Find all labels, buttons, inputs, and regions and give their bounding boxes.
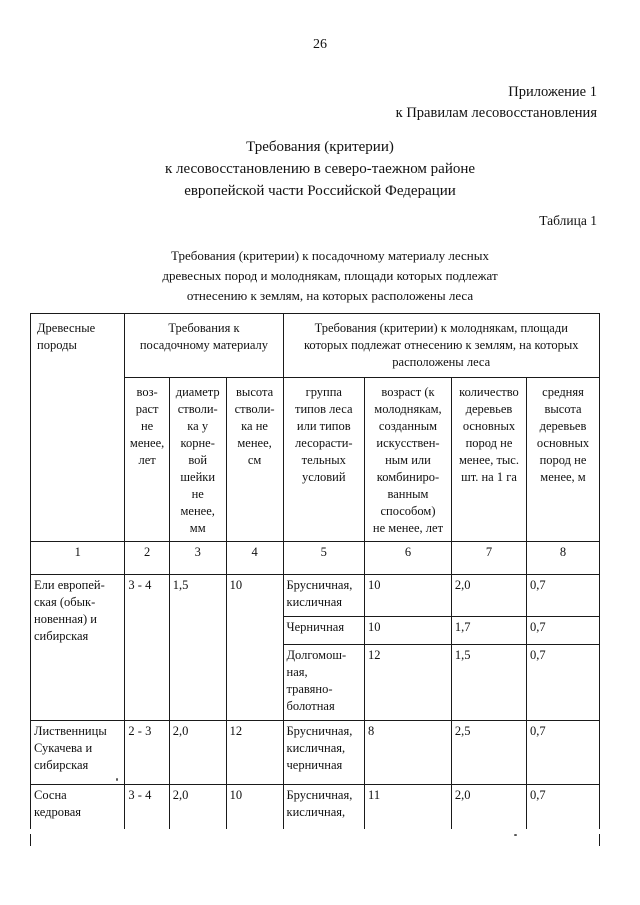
average-height-cell: 0,7 (527, 617, 600, 645)
scan-speck (116, 778, 118, 781)
average-height-cell: 0,7 (527, 575, 600, 617)
tree-count-cell: 2,0 (451, 785, 526, 829)
appendix-subtitle: к Правилам лесовосстановления (395, 105, 597, 121)
height-cell: 10 (226, 575, 283, 721)
header-planting-material: Требования к посадочному материалу (125, 314, 283, 378)
page-number: 26 (313, 37, 327, 52)
column-number: 7 (451, 542, 526, 575)
young-age-cell: 12 (365, 645, 452, 721)
column-number: 5 (283, 542, 365, 575)
table-row (31, 785, 600, 829)
young-age-cell: 11 (365, 785, 452, 829)
average-height-cell: 0,7 (527, 645, 600, 721)
subheader-young-age: возраст (к молоднякам, созданным искусствен- ным или комбиниро- ванным способом) не менее, лет (365, 378, 452, 542)
table-number: Таблица 1 (539, 213, 597, 228)
diameter-cell: 1,5 (169, 575, 226, 721)
planting-age-cell: 3 - 4 (125, 575, 169, 721)
subheader-tree-count: количество деревьев основных пород не менее, тыс. шт. на 1 га (451, 378, 526, 542)
average-height-cell: 0,7 (527, 721, 600, 785)
forest-type-cell: Брусничная, кисличная, черничная (283, 721, 365, 785)
caption-line: древесных пород и молоднякам, площади которых подлежат (162, 268, 498, 283)
table-continuation-rule (30, 834, 31, 846)
column-number: 6 (365, 542, 452, 575)
requirements-table (30, 313, 600, 829)
heading-line: к лесовосстановлению в северо-таежном районе (164, 161, 476, 177)
tree-count-cell: 1,7 (451, 617, 526, 645)
planting-age-cell: 3 - 4 (125, 785, 169, 829)
table-continuation-rule (599, 834, 600, 846)
young-age-cell: 10 (365, 617, 452, 645)
caption-line: отнесению к землям, на которых расположены леса (186, 288, 474, 303)
tree-count-cell: 2,5 (451, 721, 526, 785)
tree-count-cell: 1,5 (451, 645, 526, 721)
column-number: 2 (125, 542, 169, 575)
column-number: 1 (31, 542, 125, 575)
subheader-forest-type-group: группа типов леса или типов лесорасти- тельных условий (283, 378, 365, 542)
header-species: Древесные породы (31, 314, 125, 542)
appendix-title: Приложение 1 (508, 84, 597, 100)
column-number: 3 (169, 542, 226, 575)
scan-speck (514, 834, 517, 836)
column-number: 4 (226, 542, 283, 575)
species-cell: Сосна кедровая (31, 785, 125, 829)
diameter-cell: 2,0 (169, 721, 226, 785)
tree-count-cell: 2,0 (451, 575, 526, 617)
forest-type-cell: Брусничная, кисличная (283, 575, 365, 617)
species-cell: Ели европей- ская (обык- новенная) и сибирская (31, 575, 125, 721)
subheader-diameter: диаметр стволи- ка у корне- вой шейки не менее, мм (169, 378, 226, 542)
table-row (31, 721, 600, 785)
table-row (31, 575, 600, 617)
heading-line: европейской части Российской Федерации (184, 183, 456, 199)
caption-line: Требования (критерии) к посадочному материалу лесных (171, 248, 489, 263)
height-cell: 10 (226, 785, 283, 829)
subheader-average-height: средняя высота деревьев основных пород не менее, м (527, 378, 600, 542)
young-age-cell: 10 (365, 575, 452, 617)
forest-type-cell: Брусничная, кисличная, (283, 785, 365, 829)
forest-type-cell: Черничная (283, 617, 365, 645)
species-cell: Лиственницы Сукачева и сибирская (31, 721, 125, 785)
average-height-cell: 0,7 (527, 785, 600, 829)
column-number: 8 (527, 542, 600, 575)
subheader-height: высота стволи- ка не менее, см (226, 378, 283, 542)
column-number-row (31, 542, 600, 575)
subheader-age: воз- раст не менее, лет (125, 378, 169, 542)
header-young-growth: Требования (критерии) к молоднякам, площади которых подлежат отнесению к землям, на которых расположены леса (283, 314, 600, 378)
diameter-cell: 2,0 (169, 785, 226, 829)
heading-line: Требования (критерии) (246, 139, 394, 155)
table-caption (100, 246, 560, 306)
planting-age-cell: 2 - 3 (125, 721, 169, 785)
forest-type-cell: Долгомош- ная, травяно- болотная (283, 645, 365, 721)
height-cell: 12 (226, 721, 283, 785)
document-heading (0, 136, 640, 202)
young-age-cell: 8 (365, 721, 452, 785)
